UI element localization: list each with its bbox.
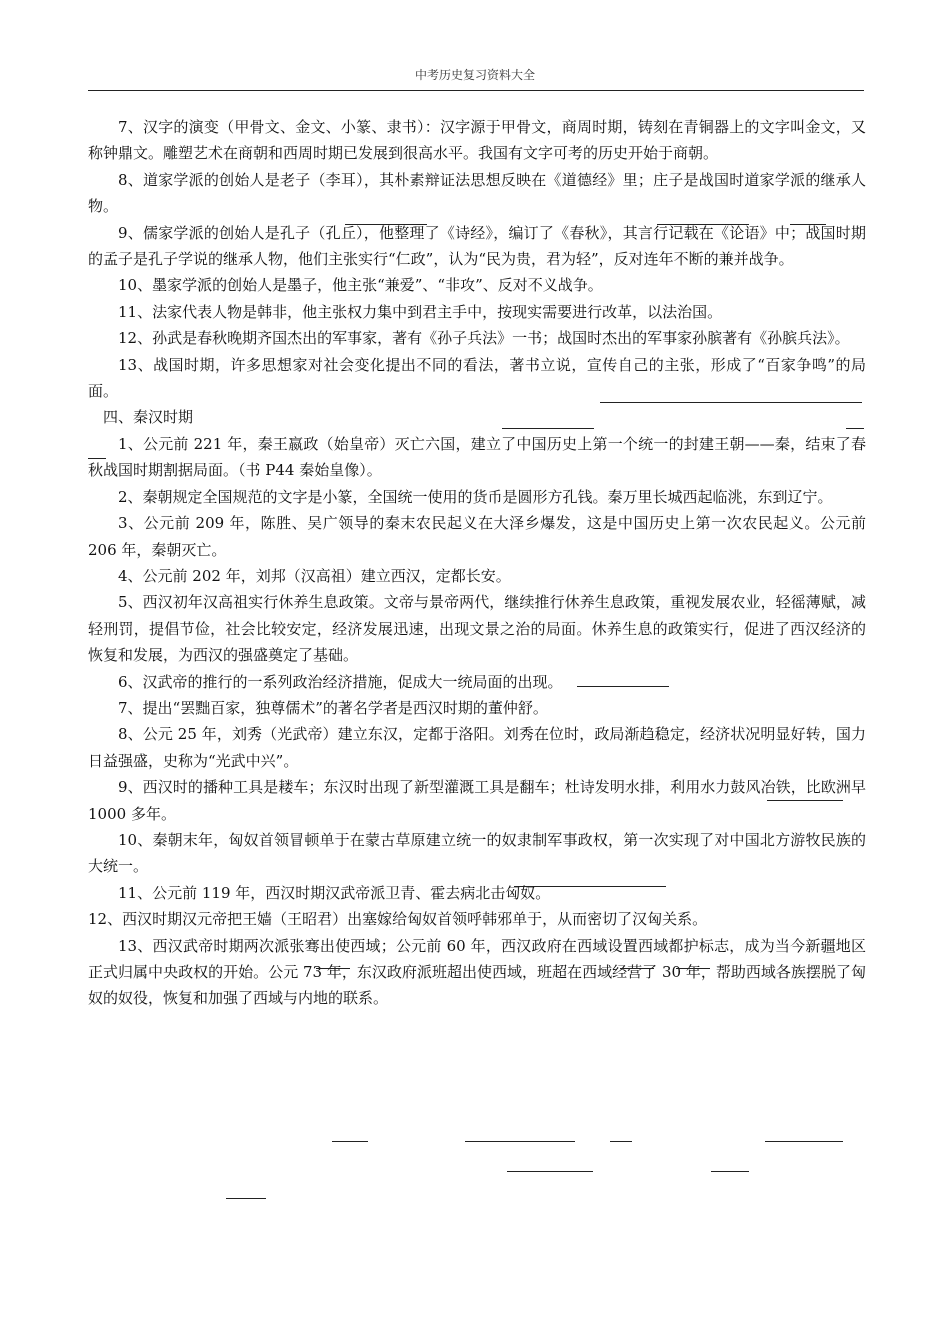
document-body <box>88 114 866 1012</box>
paragraph: 7、提出“罢黜百家，独尊儒术”的著名学者是西汉时期的董仲舒。 <box>118 698 548 717</box>
blank-underline <box>765 1141 843 1142</box>
paragraph: 12、孙武是春秋晚期齐国杰出的军事家，著有《孙子兵法》一书；战国时杰出的军事家孙膑著有《孙膑兵法》。 <box>118 329 850 348</box>
paragraph: 11、法家代表人物是韩非，他主张权力集中到君主手中，按现实需要进行改革，以法治国。 <box>118 302 723 321</box>
paragraph: 8、公元 25 年，刘秀（光武帝）建立东汉，定都于洛阳。刘秀在位时，政局渐趋稳定，经济状况明显好转，国力日益强盛，史称为“光武中兴”。 <box>88 725 866 770</box>
paragraph: 9、西汉时的播种工具是耧车；东汉时出现了新型灌溉工具是翻车；杜诗发明水排，利用水力鼓风冶铁，比欧洲早 1000 多年。 <box>88 778 866 823</box>
blank-underline <box>345 224 427 225</box>
paragraph: 12、西汉时期汉元帝把王嫱（王昭君）出塞嫁给匈奴首领呼韩邪单于，从而密切了汉匈关系。 <box>88 910 708 929</box>
paragraph: 6、汉武帝的推行的一系列政治经济措施，促成大一统局面的出现。 <box>118 672 563 691</box>
header-divider <box>88 90 864 91</box>
blank-underline <box>846 428 864 429</box>
paragraph: 10、墨家学派的创始人是墨子，他主张“兼爱”、“非攻”、反对不义战争。 <box>118 276 603 295</box>
paragraph: 11、公元前 119 年，西汉时期汉武帝派卫青、霍去病北击匈奴。 <box>118 883 551 902</box>
blank-underline <box>711 1171 749 1172</box>
blank-underline <box>226 1198 266 1199</box>
paragraph: 4、公元前 202 年，刘邦（汉高祖）建立西汉，定都长安。 <box>118 566 511 585</box>
paragraph: 13、西汉武帝时期两次派张骞出使西域；公元前 60 年，西汉政府在西域设置西域都护标志，成为当今新疆地区正式归属中央政权的开始。公元 73 年，东汉政府派班超出使西域，班超在西域经营了 30 年，帮助西域各族摆脱了匈奴的奴役，恢复和加强了西域与内地的联系。 <box>88 936 866 1008</box>
paragraph: 8、道家学派的创始人是老子（李耳），其朴素辩证法思想反映在《道德经》里；庄子是战国时道家学派的继承人物。 <box>88 170 866 216</box>
paragraph: 7、汉字的演变（甲骨文、金文、小篆、隶书）：汉字源于甲骨文，商周时期，铸刻在青铜器上的文字叫金文，又称钟鼎文。雕塑艺术在商朝和西周时期已发展到很高水平。我国有文字可考的历史开始于商朝。 <box>88 118 866 163</box>
blank-underline <box>676 968 710 969</box>
blank-underline <box>767 800 843 801</box>
blank-underline <box>316 968 350 969</box>
blank-underline <box>502 428 594 429</box>
blank-underline <box>657 224 749 225</box>
paragraph: 5、西汉初年汉高祖实行休养生息政策。文帝与景帝两代，继续推行休养生息政策，重视发展农业，轻徭薄赋，减轻刑罚，提倡节俭，社会比较安定，经济发展迅速，出现文景之治的局面。休养生息的政策实行，促进了西汉经济的恢复和发展，为西汉的强盛奠定了基础。 <box>88 593 866 665</box>
paragraph: 3、公元前 209 年，陈胜、吴广领导的秦末农民起义在大泽乡爆发，这是中国历史上第一次农民起义。公元前 206 年，秦朝灭亡。 <box>88 514 866 559</box>
paragraph: 9、儒家学派的创始人是孔子（孔丘），他整理了《诗经》，编订了《春秋》，其言行记载在《论语》中；战国时期的孟子是孔子学说的继承人物，他们主张实行“仁政”，认为“民为贵，君为轻”，反对连年不断的兼并战争。 <box>88 223 866 269</box>
blank-underline <box>514 886 666 887</box>
section-heading: 四、秦汉时期 <box>103 408 194 427</box>
paragraph: 1、公元前 221 年，秦王嬴政（始皇帝）灭亡六国，建立了中国历史上第一个统一的封建王朝——秦，结束了春秋战国时期割据局面。（书 P44 秦始皇像）。 <box>88 434 866 480</box>
blank-underline <box>465 1141 575 1142</box>
paragraph: 13、战国时期，许多思想家对社会变化提出不同的看法，著书立说，宣传自己的主张，形成了“百家争鸣”的局面。 <box>88 355 866 401</box>
blank-underline <box>610 1141 632 1142</box>
blank-underline <box>600 402 862 403</box>
blank-underline <box>507 1171 593 1172</box>
blank-underline <box>332 1141 368 1142</box>
blank-underline <box>790 224 826 225</box>
blank-underline <box>620 968 654 969</box>
blank-underline <box>577 686 669 687</box>
page-header: 中考历史复习资料大全 <box>414 68 535 82</box>
paragraph: 2、秦朝规定全国规范的文字是小篆，全国统一使用的货币是圆形方孔钱。秦万里长城西起临洮，东到辽宁。 <box>118 487 833 506</box>
paragraph: 10、秦朝末年，匈奴首领冒顿单于在蒙古草原建立统一的奴隶制军事政权，第一次实现了对中国北方游牧民族的大统一。 <box>88 830 866 876</box>
blank-underline <box>88 458 106 459</box>
